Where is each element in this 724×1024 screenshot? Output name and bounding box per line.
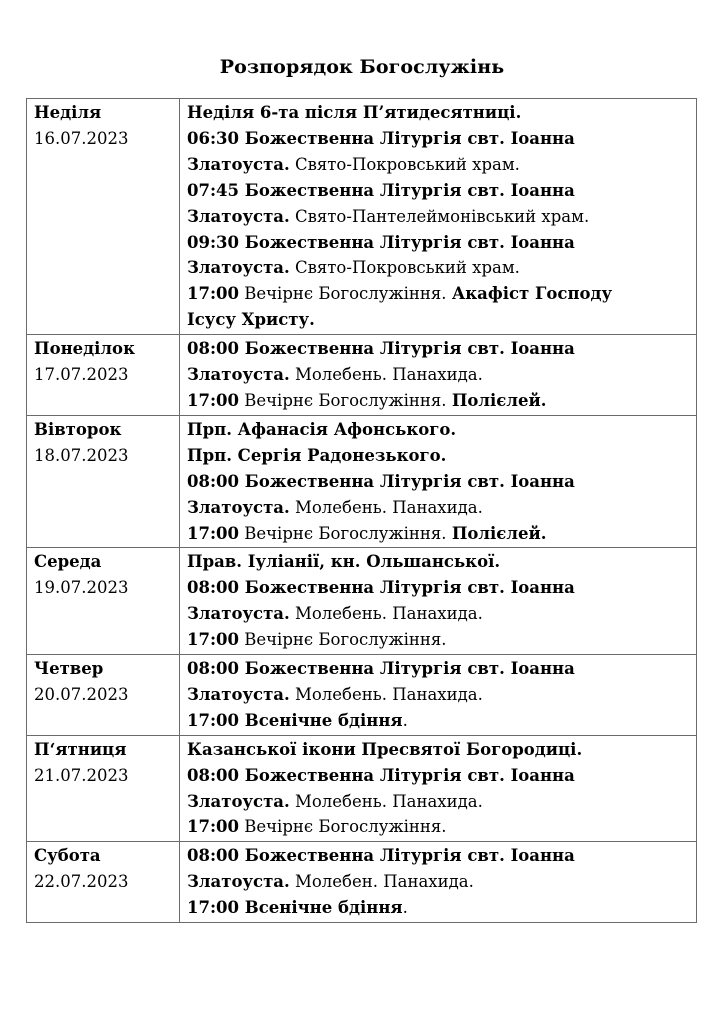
day-cell bbox=[27, 735, 180, 842]
service-line bbox=[187, 495, 689, 521]
schedule-row bbox=[27, 335, 697, 416]
service-line bbox=[187, 152, 689, 178]
service-text: Молебень. Панахида. bbox=[289, 684, 483, 704]
service-text-bold: 17:00 Всенічне бдіння bbox=[187, 710, 403, 730]
day-cell bbox=[27, 335, 180, 416]
day-name: Понеділок bbox=[34, 339, 135, 359]
day-name: Субота bbox=[34, 846, 101, 866]
day-cell bbox=[27, 655, 180, 736]
schedule-row bbox=[27, 735, 697, 842]
service-text-bold: Прп. Афанасія Афонського. bbox=[187, 419, 457, 439]
service-text: Вечірнє Богослужіння. bbox=[239, 630, 447, 650]
services-cell bbox=[180, 735, 697, 842]
service-text-bold: 06:30 Божественна Літургія свт. Іоанна bbox=[187, 128, 575, 148]
service-text-bold: 08:00 Божественна Літургія свт. Іоанна bbox=[187, 578, 575, 598]
service-text: Вечірнє Богослужіння. bbox=[239, 284, 452, 304]
service-line bbox=[187, 549, 689, 575]
schedule-table bbox=[26, 98, 697, 923]
service-text: . bbox=[402, 898, 408, 918]
service-line bbox=[187, 575, 689, 601]
service-text: Молебень. Панахида. bbox=[289, 497, 483, 517]
day-cell bbox=[27, 842, 180, 923]
service-line bbox=[187, 230, 689, 256]
service-text-bold: Златоуста. bbox=[187, 791, 290, 811]
schedule-row bbox=[27, 655, 697, 736]
day-date: 22.07.2023 bbox=[34, 872, 129, 892]
service-text-bold: 09:30 Божественна Літургія свт. Іоанна bbox=[187, 232, 575, 252]
service-line bbox=[187, 682, 689, 708]
service-line bbox=[187, 656, 689, 682]
day-name: Неділя bbox=[34, 103, 102, 122]
day-name: П‘ятниця bbox=[34, 739, 127, 759]
service-text-bold: 08:00 Божественна Літургія свт. Іоанна bbox=[187, 846, 575, 866]
services-cell bbox=[180, 842, 697, 923]
day-name: Середа bbox=[34, 552, 102, 572]
service-line bbox=[187, 789, 689, 815]
services-cell bbox=[180, 415, 697, 548]
service-text: Вечірнє Богослужіння. bbox=[239, 523, 452, 543]
service-text-bold: Златоуста. bbox=[187, 206, 290, 226]
service-text-bold: 08:00 Божественна Літургія свт. Іоанна bbox=[187, 339, 575, 359]
service-line bbox=[187, 307, 689, 333]
service-line bbox=[187, 417, 689, 443]
service-text: Свято-Покровський храм. bbox=[289, 258, 520, 278]
service-line bbox=[187, 336, 689, 362]
service-line bbox=[187, 869, 689, 895]
service-text-bold: 17:00 bbox=[187, 630, 240, 650]
service-line bbox=[187, 521, 689, 547]
service-text: . bbox=[402, 710, 408, 730]
day-date: 16.07.2023 bbox=[34, 128, 129, 148]
day-date: 20.07.2023 bbox=[34, 684, 129, 704]
service-line bbox=[187, 362, 689, 388]
day-cell bbox=[27, 548, 180, 655]
service-text-bold: Неділя 6-та після П’ятидесятниці. bbox=[187, 103, 522, 122]
service-text: Молебень. Панахида. bbox=[289, 365, 483, 385]
service-text: Свято-Пантелеймонівський храм. bbox=[289, 206, 590, 226]
service-line bbox=[187, 708, 689, 734]
service-text-bold: 08:00 Божественна Літургія свт. Іоанна bbox=[187, 659, 575, 679]
service-text-bold: Златоуста. bbox=[187, 365, 290, 385]
page-title: Розпорядок Богослужінь bbox=[219, 56, 505, 78]
service-text-bold: Ісусу Христу. bbox=[187, 310, 315, 330]
schedule-row bbox=[27, 548, 697, 655]
service-line bbox=[187, 737, 689, 763]
service-line bbox=[187, 469, 689, 495]
service-line bbox=[187, 126, 689, 152]
service-text-bold: Казанської ікони Пресвятої Богородиці. bbox=[187, 739, 583, 759]
service-text-bold: Златоуста. bbox=[187, 154, 290, 174]
service-line bbox=[187, 627, 689, 653]
service-line bbox=[187, 763, 689, 789]
service-text-bold: Полієлей. bbox=[451, 523, 547, 543]
services-cell bbox=[180, 335, 697, 416]
service-text-bold: 08:00 Божественна Літургія свт. Іоанна bbox=[187, 765, 575, 785]
service-text: Молебень. Панахида. bbox=[289, 604, 483, 624]
service-text-bold: 08:00 Божественна Літургія свт. Іоанна bbox=[187, 471, 575, 491]
service-text-bold: Прп. Сергія Радонезького. bbox=[187, 445, 447, 465]
service-text-bold: Златоуста. bbox=[187, 604, 290, 624]
service-line bbox=[187, 601, 689, 627]
service-text-bold: Златоуста. bbox=[187, 258, 290, 278]
service-text-bold: Акафіст Господу bbox=[451, 284, 613, 304]
service-line bbox=[187, 814, 689, 840]
service-text-bold: Полієлей. bbox=[451, 390, 547, 410]
service-text-bold: Прав. Іуліанії, кн. Ольшанської. bbox=[187, 552, 501, 572]
service-text-bold: Златоуста. bbox=[187, 684, 290, 704]
service-text: Свято-Покровський храм. bbox=[289, 154, 520, 174]
day-date: 17.07.2023 bbox=[34, 365, 129, 385]
day-cell bbox=[27, 99, 180, 335]
service-line bbox=[187, 255, 689, 281]
service-text: Вечірнє Богослужіння. bbox=[239, 390, 452, 410]
services-cell bbox=[180, 655, 697, 736]
service-line bbox=[187, 100, 689, 126]
service-line bbox=[187, 204, 689, 230]
schedule-row bbox=[27, 842, 697, 923]
services-cell bbox=[180, 548, 697, 655]
service-line bbox=[187, 281, 689, 307]
service-text-bold: Златоуста. bbox=[187, 497, 290, 517]
service-text-bold: 17:00 bbox=[187, 817, 240, 837]
day-cell bbox=[27, 415, 180, 548]
services-cell bbox=[180, 99, 697, 335]
service-text: Молебен. Панахида. bbox=[289, 872, 474, 892]
service-line bbox=[187, 388, 689, 414]
service-text-bold: 07:45 Божественна Літургія свт. Іоанна bbox=[187, 180, 575, 200]
service-text-bold: 17:00 Всенічне бдіння bbox=[187, 898, 403, 918]
schedule-body bbox=[27, 99, 697, 923]
schedule-row bbox=[27, 99, 697, 335]
day-date: 19.07.2023 bbox=[34, 578, 129, 598]
day-name: Четвер bbox=[34, 659, 104, 679]
service-text-bold: Златоуста. bbox=[187, 872, 290, 892]
day-date: 18.07.2023 bbox=[34, 445, 129, 465]
service-line bbox=[187, 178, 689, 204]
service-line bbox=[187, 443, 689, 469]
service-text: Вечірнє Богослужіння. bbox=[239, 817, 447, 837]
service-text: Молебень. Панахида. bbox=[289, 791, 483, 811]
service-line bbox=[187, 843, 689, 869]
service-line bbox=[187, 895, 689, 921]
service-text-bold: 17:00 bbox=[187, 523, 240, 543]
day-date: 21.07.2023 bbox=[34, 765, 129, 785]
day-name: Вівторок bbox=[34, 419, 122, 439]
service-text-bold: 17:00 bbox=[187, 390, 240, 410]
schedule-row bbox=[27, 415, 697, 548]
service-text-bold: 17:00 bbox=[187, 284, 240, 304]
